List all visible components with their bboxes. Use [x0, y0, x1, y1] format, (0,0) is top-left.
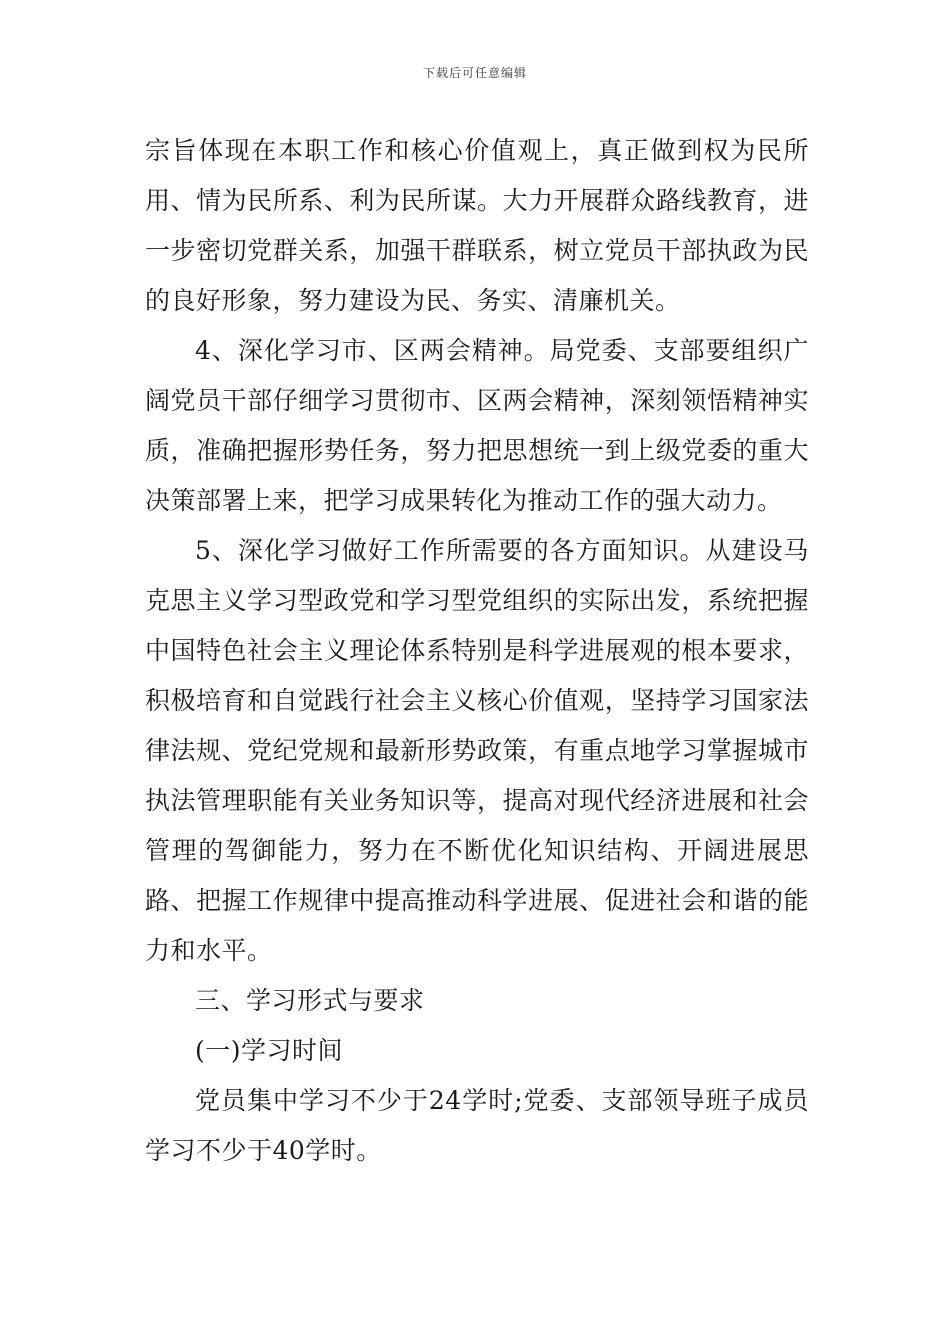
- document-body: [145, 126, 809, 1176]
- paragraph-item-4: 4、深化学习市、区两会精神。局党委、支部要组织广阔党员干部仔细学习贯彻市、区两会精神，深刻领悟精神实质，准确把握形势任务，努力把思想统一到上级党委的重大决策部署上来，把学习成果转化为推动工作的强大动力。: [145, 336, 809, 515]
- page-header-note: 下载后可任意编辑: [422, 66, 527, 80]
- subsection-heading: (一)学习时间: [195, 1036, 344, 1065]
- paragraph-study-hours: 党员集中学习不少于24学时;党委、支部领导班子成员学习不少于40学时。: [145, 1086, 809, 1165]
- paragraph-continuation: 宗旨体现在本职工作和核心价值观上，真正做到权为民所用、情为民所系、利为民所谋。大力开展群众路线教育，进一步密切党群关系，加强干群联系，树立党员干部执政为民的良好形象，努力建设为民、务实、清廉机关。: [145, 136, 809, 315]
- section-heading: 三、学习形式与要求: [195, 986, 425, 1015]
- paragraph-item-5: 5、深化学习做好工作所需要的各方面知识。从建设马克思主义学习型政党和学习型党组织的实际出发，系统把握中国特色社会主义理论体系特别是科学进展观的根本要求，积极培育和自觉践行社会主义核心价值观，坚持学习国家法律法规、党纪党规和最新形势政策，有重点地学习掌握城市执法管理职能有关业务知识等，提高对现代经济进展和社会管理的驾御能力，努力在不断优化知识结构、开阔进展思路、把握工作规律中提高推动科学进展、促进社会和谐的能力和水平。: [145, 536, 809, 965]
